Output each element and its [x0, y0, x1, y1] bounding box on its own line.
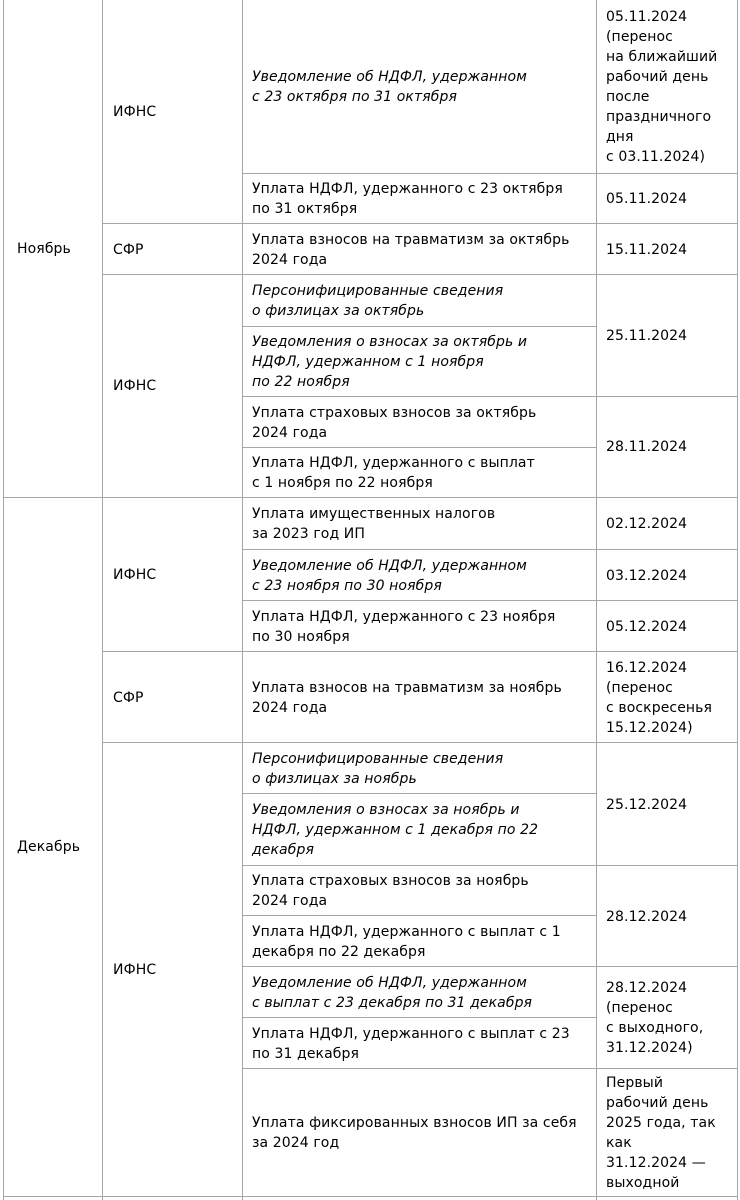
agency-dec-ifns-2: ИФНС — [113, 962, 157, 978]
deadline-cell: 25.12.2024 — [606, 796, 688, 813]
event-cell: Уплата НДФЛ, удержанного с 23 ноября по 30 ноября — [252, 608, 556, 645]
event-cell: Уведомления о взносах за октябрь и НДФЛ, удержанном с 1 ноября по 22 ноября — [252, 334, 528, 390]
deadline-cell: 15.11.2024 — [606, 241, 688, 258]
event-cell: Уплата страховых взносов за октябрь 2024 года — [252, 404, 537, 441]
deadline-cell: 28.12.2024 (перенос с выходного, 31.12.2024) — [606, 980, 704, 1056]
deadline-cell: 28.11.2024 — [606, 439, 688, 455]
event-cell: Уплата НДФЛ, удержанного с выплат с 1 декабря по 22 декабря — [252, 923, 561, 960]
event-cell: Уплата фиксированных взносов ИП за себя за 2024 год — [252, 1115, 577, 1151]
deadline-cell: Первый рабочий день 2025 года, так как 31.12.2024 — выходной — [606, 1075, 716, 1191]
event-cell: Персонифицированные сведения о физлицах за ноябрь — [252, 750, 504, 787]
deadline-cell: 05.11.2024 — [606, 191, 688, 207]
event-cell: Уплата НДФЛ, удержанного с выплат с 23 по 31 декабря — [252, 1025, 570, 1062]
agency-nov-sfr: СФР — [113, 241, 144, 258]
agency-nov-ifns-2: ИФНС — [113, 378, 157, 394]
event-cell: Уплата имущественных налогов за 2023 год ИП — [252, 505, 496, 542]
event-cell: Уплата страховых взносов за ноябрь 2024 года — [252, 873, 529, 909]
deadline-cell: 03.12.2024 — [606, 567, 688, 584]
deadline-cell: 16.12.2024 (перенос с воскресенья 15.12.2024) — [606, 659, 713, 736]
deadline-cell: 05.11.2024 (перенос на ближайший рабочий день после праздничного дня с 03.11.2024) — [606, 9, 718, 165]
event-cell: Уведомление об НДФЛ, удержанном с 23 ноября по 30 ноября — [252, 557, 527, 594]
month-november: Ноябрь — [17, 240, 71, 257]
event-cell: Уведомление об НДФЛ, удержанном с выплат с 23 декабря по 31 декабря — [252, 974, 533, 1011]
deadline-cell: 02.12.2024 — [606, 515, 688, 532]
event-cell: Персонифицированные сведения о физлицах за октябрь — [252, 283, 504, 319]
event-cell: Уведомления о взносах за ноябрь и НДФЛ, удержанном с 1 декабря по 22 декабря — [252, 802, 539, 858]
month-december: Декабрь — [17, 839, 81, 855]
event-cell: Уплата НДФЛ, удержанного с выплат с 1 ноября по 22 ноября — [252, 454, 535, 491]
deadline-cell: 28.12.2024 — [606, 908, 688, 925]
event-cell: Уплата взносов на травматизм за ноябрь 2024 года — [252, 679, 562, 716]
event-cell: Уплата НДФЛ, удержанного с 23 октября по 31 октября — [252, 181, 563, 217]
deadline-cell: 05.12.2024 — [606, 618, 688, 635]
event-cell: Уплата взносов на травматизм за октябрь 2024 года — [252, 231, 570, 268]
event-cell: Уведомление об НДФЛ, удержанном с 23 октября по 31 октября — [252, 69, 527, 105]
agency-nov-ifns-1: ИФНС — [113, 104, 157, 120]
deadline-cell: 25.11.2024 — [606, 328, 688, 344]
agency-dec-sfr: СФР — [113, 689, 144, 706]
agency-dec-ifns-1: ИФНС — [113, 566, 157, 583]
